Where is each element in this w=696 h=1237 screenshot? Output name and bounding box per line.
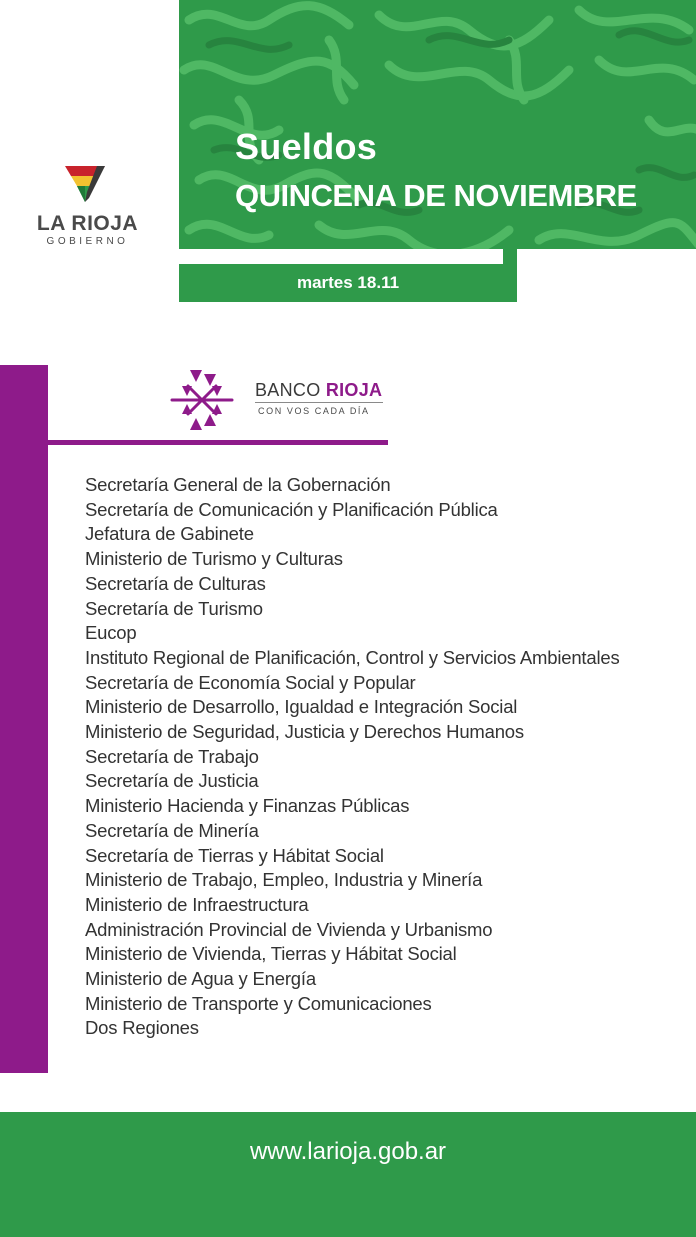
date-badge [179, 264, 517, 302]
decorative-corner [503, 249, 517, 264]
list-item: Administración Provincial de Vivienda y Urbanismo [85, 918, 493, 940]
purple-divider [48, 440, 388, 445]
list-item: Ministerio de Vivienda, Tierras y Hábitat Social [85, 943, 457, 965]
list-item: Dos Regiones [85, 1017, 199, 1039]
list-item: Secretaría de Trabajo [85, 745, 259, 767]
list-item: Ministerio de Agua y Energía [85, 968, 316, 990]
page-title: Sueldos [235, 126, 378, 167]
payment-date: martes 18.11 [296, 273, 400, 292]
purple-side-bar [0, 365, 48, 1073]
la-rioja-logo-icon [63, 162, 107, 206]
bank-name-bold: RIOJA [325, 380, 383, 400]
list-item: Ministerio de Infraestructura [85, 893, 309, 915]
la-rioja-logo [30, 160, 145, 255]
list-item: Ministerio de Trabajo, Empleo, Industria y Minería [85, 869, 483, 891]
bank-rule [255, 402, 383, 403]
divider [179, 249, 517, 253]
list-item: Secretaría General de la Gobernación [85, 474, 391, 495]
list-item: Ministerio de Transporte y Comunicaciones [85, 992, 432, 1014]
list-item: Secretaría de Culturas [85, 572, 266, 594]
header-banner [179, 0, 696, 249]
list-item: Secretaría de Tierras y Hábitat Social [85, 844, 384, 866]
bank-name-light: BANCO [255, 380, 326, 400]
website-link[interactable]: www.larioja.gob.ar [249, 1138, 447, 1165]
list-item: Eucop [85, 622, 137, 644]
footer [0, 1112, 696, 1237]
list-item: Ministerio de Desarrollo, Igualdad e Integración Social [85, 696, 518, 718]
list-item: Secretaría de Justicia [85, 770, 259, 792]
organizations-list [85, 473, 620, 1041]
banco-rioja-logo-icon [168, 366, 236, 434]
list-item: Secretaría de Economía Social y Popular [85, 671, 416, 693]
list-item: Jefatura de Gabinete [85, 523, 254, 545]
list-item: Secretaría de Minería [85, 819, 259, 841]
list-item: Ministerio Hacienda y Finanzas Públicas [85, 795, 410, 817]
bank-tagline: CON VOS CADA DÍA [258, 406, 370, 416]
list-item: Secretaría de Turismo [85, 597, 263, 619]
brand-name: LA RIOJA [36, 212, 139, 235]
list-item: Ministerio de Turismo y Culturas [85, 548, 343, 570]
page-subtitle: QUINCENA DE NOVIEMBRE [235, 178, 637, 213]
bank-name [255, 380, 382, 401]
list-item: Instituto Regional de Planificación, Control y Servicios Ambientales [85, 646, 620, 668]
list-item: Ministerio de Seguridad, Justicia y Derechos Humanos [85, 721, 524, 743]
list-item: Secretaría de Comunicación y Planificación Pública [85, 498, 498, 520]
brand-subtitle: GOBIERNO [46, 236, 129, 247]
